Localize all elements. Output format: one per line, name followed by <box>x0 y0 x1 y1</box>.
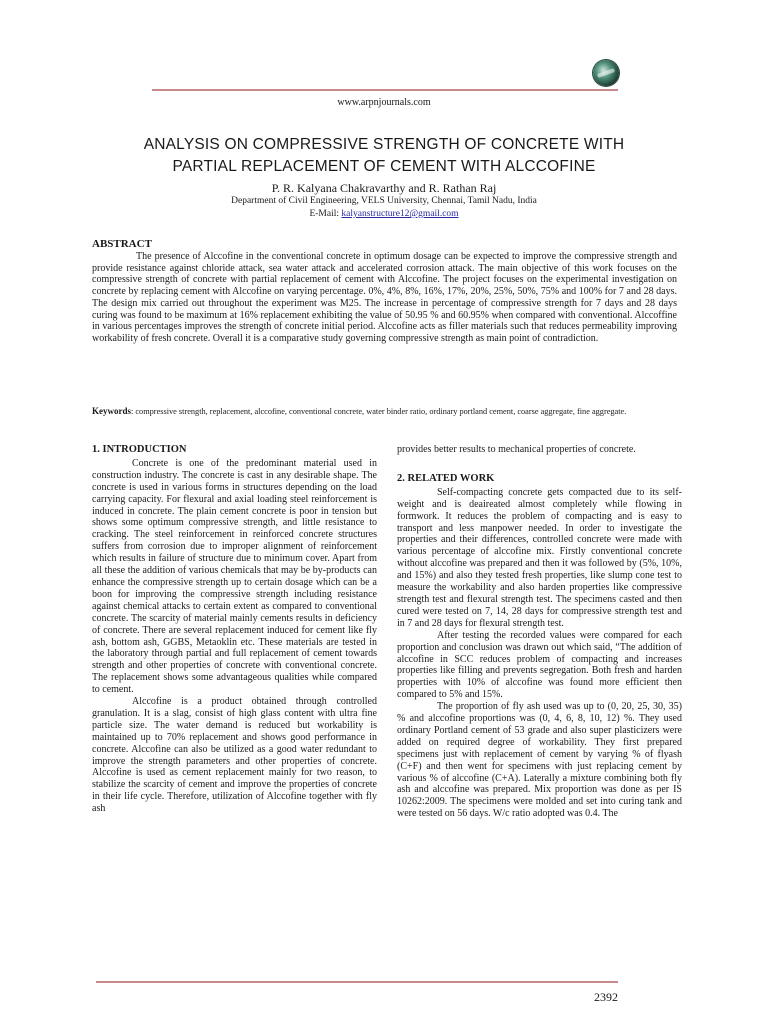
keywords <box>92 406 677 418</box>
left-column <box>92 444 377 815</box>
keywords-label: Keywords <box>92 406 131 416</box>
intro-continuation: provides better results to mechanical properties of concrete. <box>397 444 636 455</box>
title-line-1: ANALYSIS ON COMPRESSIVE STRENGTH OF CONCRETE WITH <box>143 136 625 154</box>
email-label: E-Mail: <box>309 209 342 219</box>
title-line-2: PARTIAL REPLACEMENT OF CEMENT WITH ALCCOFINE <box>172 158 596 176</box>
email-line <box>0 209 768 219</box>
intro-paragraph-2: Alccofine is a product obtained through controlled granulation. It is a slag, consist of high glass content with ultra fine particle size. The water demand is reduced but workability is maintained up to 70% replacement and shows good performance in concrete. Alccofine can also be utilized as a good water redundant to improve the strength parameters and other properties of concrete. Alccofine is used as cement replacement mainly for two reason, to stabilize the scarcity of cement and improve the properties of concrete in their life cycle. Therefore, utilization of Alccofine together with fly ash <box>92 696 377 815</box>
page-number: 2392 <box>594 990 618 1004</box>
section-heading-related-work: 2. RELATED WORK <box>397 472 495 484</box>
site-url: www.arpnjournals.com <box>337 97 431 108</box>
related-paragraph-2: After testing the recorded values were compared for each proportion and conclusion was drawn out which said, “The addition of alccofine in SCC reduces problem of compacting and increases properties like filling and prevents segregation. Both fresh and harden properties with 10% of alccofine was found more efficient then compared to 5% and 15%. <box>397 629 682 701</box>
keywords-list: : compressive strength, replacement, alccofine, conventional concrete, water binder ratio, ordinary portland cement, coarse aggregate, fine aggregate. <box>131 407 627 416</box>
footer-rule <box>96 981 618 983</box>
header-rule <box>152 89 618 91</box>
related-paragraph-1: Self-compacting concrete gets compacted due to its self-weight and is deaireated almost completely while flowing in formwork. It reduces the problem of compacting and is easy to transport and less manpower needed. In order to investigate the properties and their differences, controlled concrete were made with various percentage of alccofine mix. Firstly conventional concrete without alccofine was prepared and then it was followed by (5%, 10%, and 15%) and also they tested fresh properties, like slump cone test to measure the workability and also harden properties like compressive strength test and flexural strength test. The specimens casted and then cured were tested on 7, 14, 28 days for compressive strength test and in 7 and 28 days for flexural strength test. <box>397 486 682 629</box>
journal-globe-icon <box>593 60 619 86</box>
paper-title <box>60 134 708 178</box>
abstract-heading: ABSTRACT <box>92 238 152 250</box>
abstract-text: The presence of Alccofine in the conventional concrete in optimum dosage can be expected to improve the compressive strength and provide resistance against chloride attack, sea water attack and accelerated corrosion attack. The main objective of this work focuses on the compressive strength of concrete with partial replacement of cement with Alccofine. The project focuses on the experimental investigation on concrete by replacing cement with Alccofine on varying percentage. 0%, 4%, 8%, 16%, 17%, 20%, 25%, 50%, 75% and 100% for 7 and 28 days. The design mix carried out throughout the experiment was M25. The increase in percentage of compressive strength for 7 days and 28 days curing was found to be maximum at 16% replacement exhibiting the value of 50.95 % and 60.95% when compared with conventional. Alccoffine in various percentages improves the strength of concrete initial period. Alccofine acts as filler materials such that reduces permeability improving workability of fresh concrete. Overall it is a comparative study governing compressive strength as main point of contradiction. <box>92 251 677 344</box>
email-link[interactable]: kalyanstructure12@gmail.com <box>341 209 459 219</box>
right-column <box>397 444 682 820</box>
authors: P. R. Kalyana Chakravarthy and R. Rathan Raj <box>271 181 497 195</box>
related-paragraph-3: The proportion of fly ash used was up to (0, 20, 25, 30, 35) % and alccofine proportions was (0, 4, 6, 8, 10, 12) %. They used ordinary Portland cement of 53 grade and also super plasticizers were added on required degree of workability. They first prepared specimens just with replacement of cement by varying % of flyash (C+F) and then went for specimens with just replacing cement by various % of alccofine (C+A). Laterally a mixture combining both fly ash and alccofine was prepared. Mix proportion was done as per IS 10262:2009. The specimens were molded and set into curing tank and were tested on 56 days. W/c ratio adopted was 0.4. The <box>397 701 682 820</box>
affiliation: Department of Civil Engineering, VELS University, Chennai, Tamil Nadu, India <box>231 196 537 206</box>
section-heading-introduction: 1. INTRODUCTION <box>92 444 187 455</box>
intro-paragraph-1: Concrete is one of the predominant material used in construction industry. The concrete is cast in any desirable shape. The concrete is used in various forms in structures depending on the load carrying capacity. For flexural and axial loading steel reinforcement is induced in concrete. The plain cement concrete is poor in tension but shows some optimum compressive strength, and little resistance to cracking. The steel reinforcement in reinforced concrete structures suffers from corrosion due to improper alignment of reinforcement which results in failure of structure due to minimum cover. Apart from all these the addition of various chemicals that may be by-products can enhance the compressive strength up to certain dosage which can be a boon for improving the compressive strength including resistance against chemical attacks to certain extent as compared to conventional concrete. The scarcity of material mainly cements results in deficiency of concrete. There are several replacement induced for cement like fly ash, bottom ash, GGBS, Metaoklin etc. These materials are tested in the laboratory through partial and full replacement of cement towards strength and other properties of concrete with conventional concrete. The replacement shows some advantageous qualities while compared to cement. <box>92 457 377 696</box>
